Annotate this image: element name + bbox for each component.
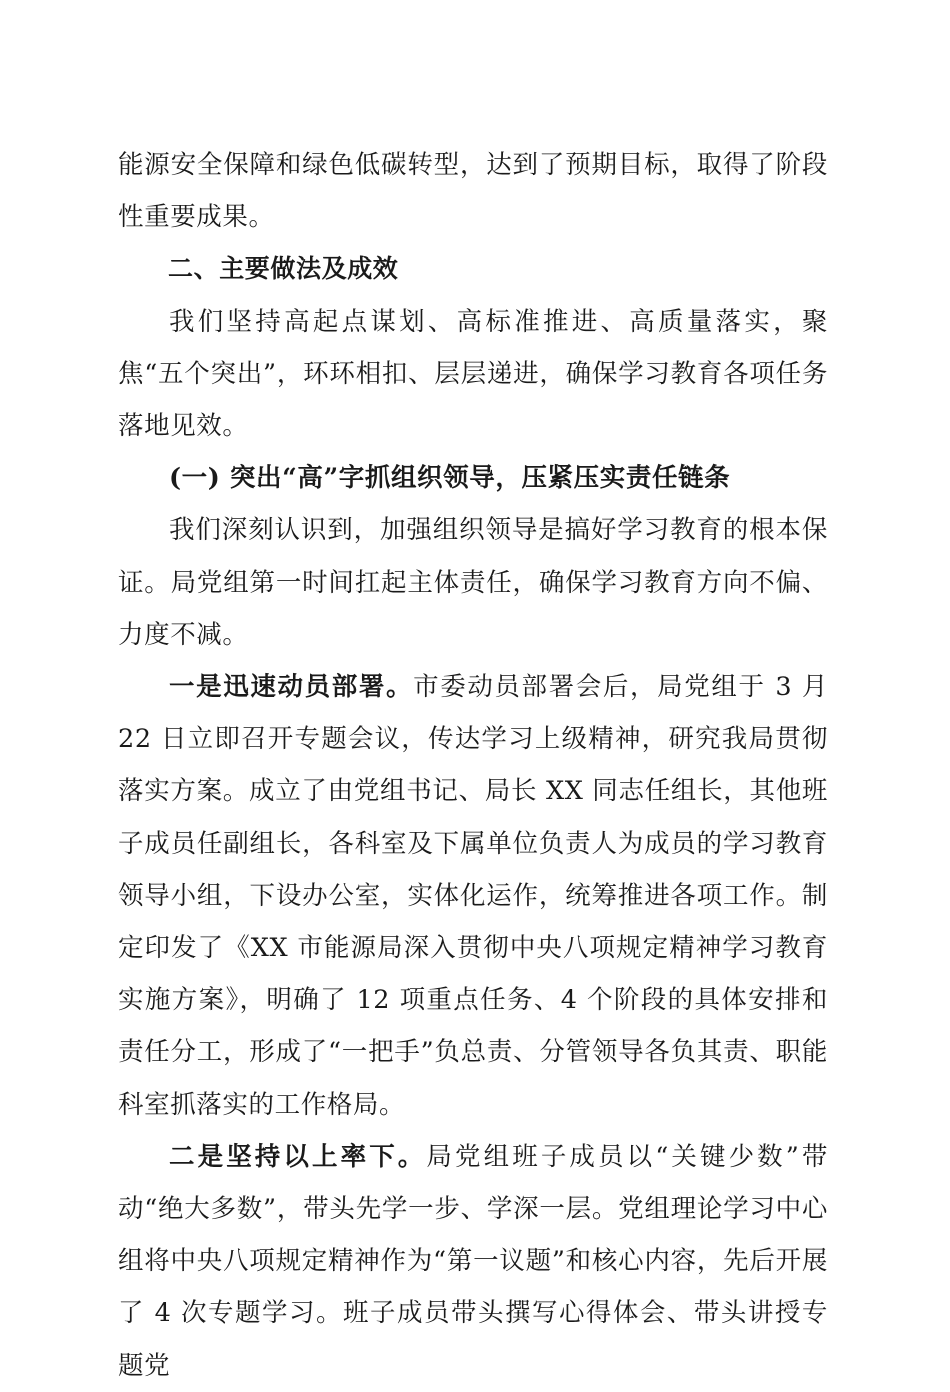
item-two-paragraph bbox=[118, 1131, 828, 1392]
section-heading: 二、主要做法及成效 bbox=[168, 254, 399, 284]
item-one-body: 市委动员部署会后，局党组于 3 月 22 日立即召开专题会议，传达学习上级精神，研究我局贯彻落实方案。成立了由党组书记、局长 XX 同志任组长，其他班子成员任副组长，各科室及下属单位负责人为成员的学习教育领导小组，下设办公室，实体化运作，统筹推进各项工作。制定印发了《XX 市能源局深入贯彻中央八项规定精神学习教育实施方案》，明确了 12 项重点任务、4 个阶段的具体安排和责任分工，形成了“一把手”负总责、分管领导各负其责、职能科室抓落实的工作格局。 bbox=[118, 672, 828, 1120]
document-body bbox=[118, 139, 828, 1392]
subsection-intro-paragraph: 我们深刻认识到，加强组织领导是搞好学习教育的根本保证。局党组第一时间扛起主体责任，确保学习教育方向不偏、力度不减。 bbox=[118, 515, 828, 650]
item-one-paragraph bbox=[118, 661, 828, 1131]
item-one-lead: 一是迅速动员部署。 bbox=[169, 672, 414, 703]
item-two-lead: 二是坚持以上率下。 bbox=[169, 1141, 427, 1172]
intro-paragraph: 我们坚持高起点谋划、高标准推进、高质量落实，聚焦“五个突出”，环环相扣、层层递进，确保学习教育各项任务落地见效。 bbox=[118, 306, 828, 442]
continuation-paragraph: 能源安全保障和绿色低碳转型，达到了预期目标，取得了阶段性重要成果。 bbox=[118, 150, 828, 233]
subsection-heading: (一) 突出“高”字抓组织领导，压紧压实责任链条 bbox=[169, 463, 731, 494]
item-two-body: 局党组班子成员以“关键少数”带动“绝大多数”，带头先学一步、学深一层。党组理论学习中心组将中央八项规定精神作为“第一议题”和核心内容，先后开展了 4 次专题学习。班子成员带头撰写心得体会、带头讲授专题党 bbox=[118, 1141, 829, 1381]
